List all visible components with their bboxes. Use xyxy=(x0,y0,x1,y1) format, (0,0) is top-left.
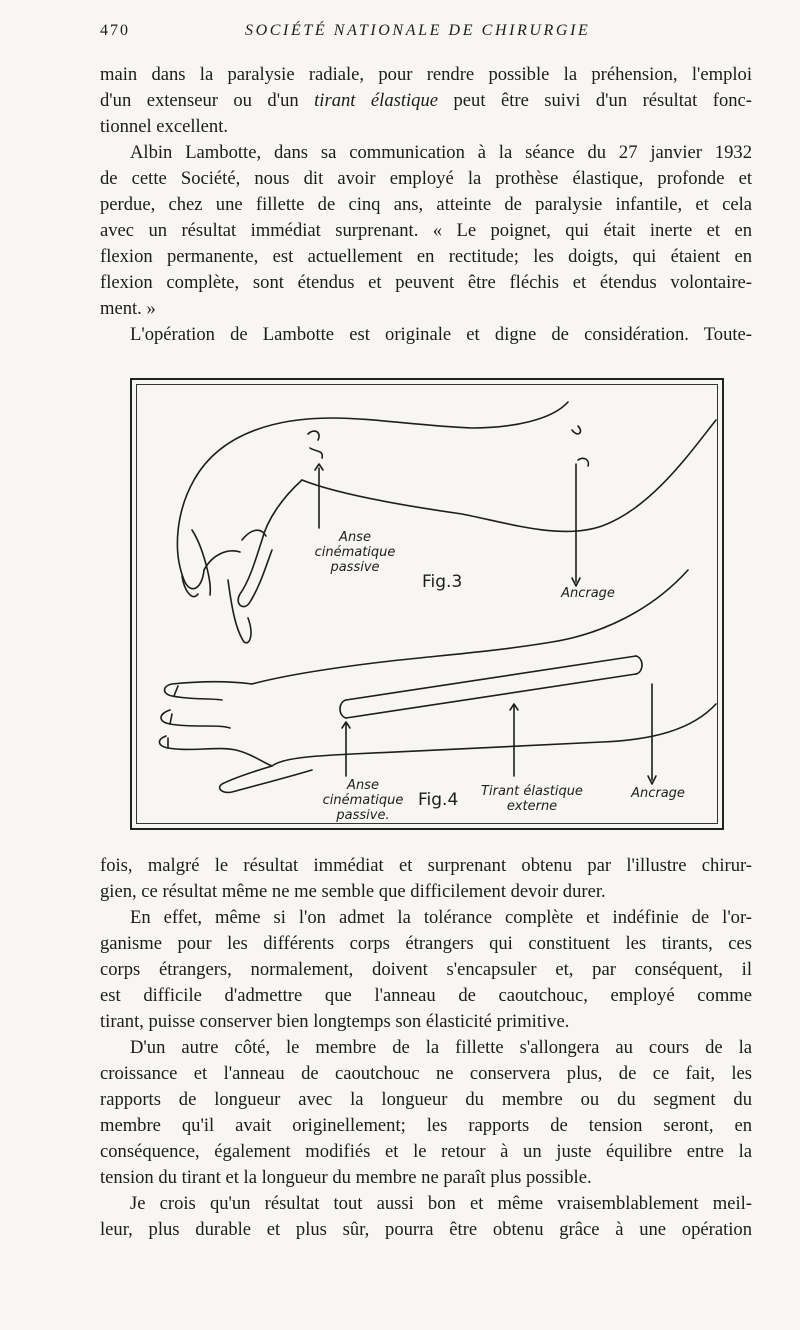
running-title: SOCIÉTÉ NATIONALE DE CHIRURGIE xyxy=(245,22,591,39)
fig4-ancrage-label: Ancrage xyxy=(631,786,685,801)
text-line: tionnel excellent. xyxy=(100,116,229,137)
fig4-tirant-label-line2: externe xyxy=(506,799,558,814)
text-line: L'opération de Lambotte est originale et digne de considération. Toute- xyxy=(130,324,752,345)
top-paragraphs xyxy=(100,62,752,348)
fig4-hand xyxy=(159,682,312,793)
text-line: avec un résultat immédiat surprenant. « Le poignet, qui était inerte et en xyxy=(100,220,752,241)
text-line: main dans la paralysie radiale, pour rendre possible la préhension, l'emploi xyxy=(100,64,752,85)
fig4-arm-lower xyxy=(272,704,716,766)
fig4-tirant-label xyxy=(472,784,592,814)
fig4-tirant-label-line1: Tirant élastique xyxy=(481,784,583,799)
fig3-anse-label-line2: passive xyxy=(330,560,380,575)
fig4-anse-label-line1: Anse cinématique xyxy=(322,778,404,808)
text-line: tirant, puisse conserver bien longtemps son élasticité primitive. xyxy=(100,1011,570,1032)
fig3-ancrage-mark xyxy=(572,426,588,466)
text-line: fois, malgré le résultat immédiat et surprenant obtenu par l'illustre chirur- xyxy=(100,855,752,876)
fig3-forearm-lower xyxy=(302,420,716,531)
fig4-anse-label xyxy=(308,778,418,823)
text-line: tension du tirant et la longueur du membre ne paraît plus possible. xyxy=(100,1167,592,1188)
fig3-anse-label xyxy=(300,530,410,575)
fig3-anse-label-line1: Anse cinématique xyxy=(314,530,396,560)
text-line xyxy=(100,88,752,114)
text-line: Je crois qu'un résultat tout aussi bon et même vraisemblablement meil- xyxy=(130,1193,752,1214)
text-line: conséquence, également modifiés et le retour à un juste équilibre entre la xyxy=(100,1141,752,1162)
figure-plate xyxy=(130,378,724,830)
bottom-paragraphs xyxy=(100,853,752,1243)
text-line: En effet, même si l'on admet la tolérance complète et indéfinie de l'or- xyxy=(130,907,752,928)
figure-drawing xyxy=(132,380,722,828)
text-line: est difficile d'admettre que l'anneau de caoutchouc, employé comme xyxy=(100,985,752,1006)
fig4-rod-bottom xyxy=(346,674,636,718)
text-line: leur, plus durable et plus sûr, pourra être obtenu grâce à une opération xyxy=(100,1219,752,1240)
text-line: Albin Lambotte, dans sa communication à la séance du 27 janvier 1932 xyxy=(130,142,752,163)
text-fragment: peut être suivi d'un résultat fonc- xyxy=(453,90,752,111)
fig4-rod-top xyxy=(346,656,636,700)
fig3-hand-back xyxy=(238,480,302,607)
fig4-rod-end-left xyxy=(340,700,346,718)
emphasis-text: tirant élastique xyxy=(314,90,439,111)
text-line: gien, ce résultat même ne me semble que difficilement devoir durer. xyxy=(100,881,606,902)
text-line: D'un autre côté, le membre de la fillette s'allongera au cours de la xyxy=(130,1037,752,1058)
text-line: membre qu'il avait originellement; les rapports de tension seront, en xyxy=(100,1115,752,1136)
fig3-anse-mark xyxy=(308,431,322,458)
text-line: ganisme pour les différents corps étrangers qui constituent les tirants, ces xyxy=(100,933,752,954)
fig4-anse-label-line2: passive. xyxy=(336,808,390,823)
text-fragment: d'un extenseur ou d'un xyxy=(100,90,299,111)
text-line: de cette Société, nous dit avoir employé la prothèse élastique, profonde et xyxy=(100,168,752,189)
text-line: ment. » xyxy=(100,298,156,319)
page-number: 470 xyxy=(100,22,130,39)
text-line: flexion complète, sont étendus et peuvent être fléchis et étendus volontaire- xyxy=(100,272,752,293)
fig4-number: Fig.4 xyxy=(418,790,459,810)
text-line: perdue, chez une fillette de cinq ans, atteinte de paralysie infantile, et cela xyxy=(100,194,752,215)
running-header xyxy=(100,22,750,46)
text-line: croissance et l'anneau de caoutchouc ne conservera plus, de ce fait, les xyxy=(100,1063,752,1084)
fig3-ancrage-label: Ancrage xyxy=(561,586,615,601)
text-line: flexion permanente, est actuellement en rectitude; les doigts, qui étaient en xyxy=(100,246,752,267)
text-line: corps étrangers, normalement, doivent s'encapsuler et, par conséquent, il xyxy=(100,959,752,980)
fig3-fingers xyxy=(182,530,251,643)
text-line: rapports de longueur avec la longueur du membre ou du segment du xyxy=(100,1089,752,1110)
fig3-number: Fig.3 xyxy=(422,572,463,592)
fig4-rod-end-right xyxy=(636,656,642,674)
